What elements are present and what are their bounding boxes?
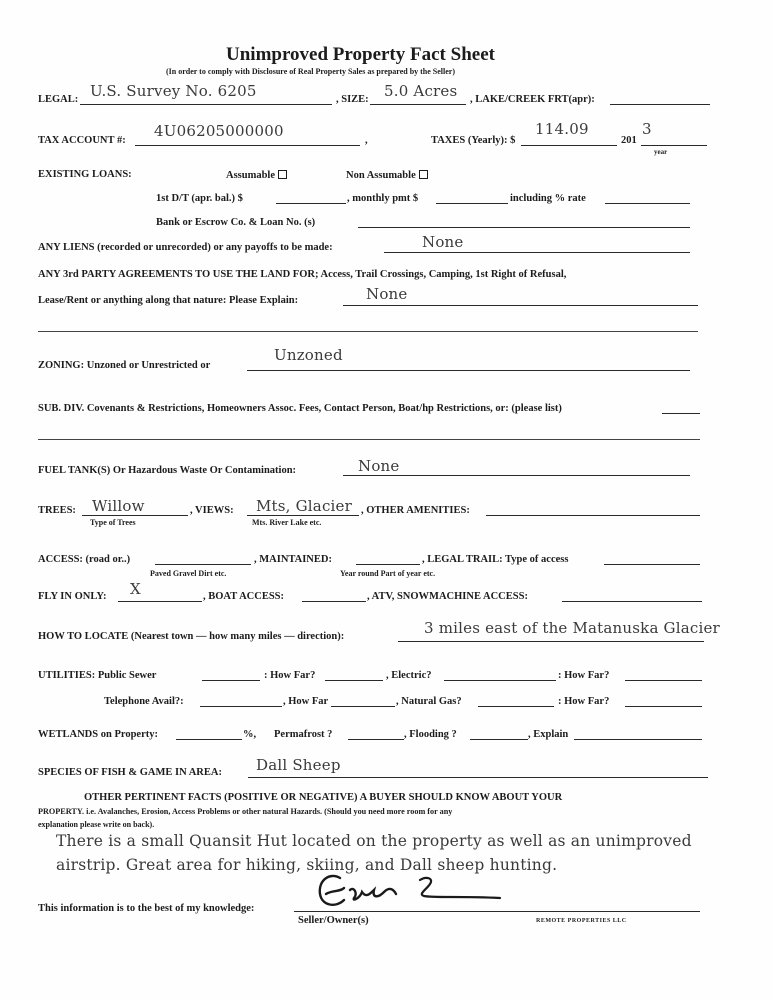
taxes-line [521,145,617,146]
first-dt-label: 1st D/T (apr. bal.) $ [156,193,243,204]
taxes-label: TAXES (Yearly): $ [431,135,516,146]
utilities-how-far-4-line [625,706,702,707]
pertinent-heading: OTHER PERTINENT FACTS (POSITIVE OR NEGATIVE) A BUYER SHOULD KNOW ABOUT YOUR [84,792,563,803]
rate-label: including % rate [510,193,586,204]
knowledge-label: This information is to the best of my knowledge: [38,903,255,914]
wetlands-pct: %, [243,729,257,740]
explain-label: , Explain [528,729,569,740]
legal-trail-line [604,564,700,565]
fuel-line [343,475,690,476]
lake-creek-line [610,104,710,105]
permafrost-line [348,739,404,740]
rate-line [605,203,690,204]
utilities-sewer-label: UTILITIES: Public Sewer [38,670,157,681]
agreements-line [343,305,698,306]
first-dt-line [276,203,346,204]
page-title: Unimproved Property Fact Sheet [226,44,495,65]
zoning-label: ZONING: Unzoned or Unrestricted or [38,360,211,371]
agreements-value[interactable]: None [366,285,408,303]
taxes-year-line [641,145,707,146]
liens-line [384,252,690,253]
maintained-caption: Year round Part of year etc. [340,569,436,578]
utilities-how-far-1: : How Far? [264,670,316,681]
signature-stroke [320,876,396,905]
atv-label: , ATV, SNOWMACHINE ACCESS: [367,591,528,602]
fly-in-label: FLY IN ONLY: [38,591,107,602]
views-label: , VIEWS: [190,505,234,516]
amenities-line [486,515,700,516]
trees-line [82,515,188,516]
utilities-gas-label: , Natural Gas? [396,696,462,707]
explain-line [574,739,702,740]
views-value[interactable]: Mts, Glacier [256,497,352,515]
taxes-year-value[interactable]: 3 [642,120,652,138]
utilities-how-far-1-line [325,680,383,681]
assumable-label: Assumable [226,170,276,181]
size-label: , SIZE: [336,94,369,105]
fuel-value[interactable]: None [358,457,400,475]
bank-label: Bank or Escrow Co. & Loan No. (s) [156,217,316,228]
agreements-line1: ANY 3rd PARTY AGREEMENTS TO USE THE LAND FOR; Access, Trail Crossings, Camping, 1st Right of Refusal, [38,269,567,280]
fly-in-value[interactable]: X [130,580,141,598]
assumable-checkbox[interactable] [278,170,287,179]
monthly-pmt-line [436,203,508,204]
fuel-label: FUEL TANK(S) Or Hazardous Waste Or Contamination: [38,465,297,476]
liens-label: ANY LIENS (recorded or unrecorded) or any payoffs to be made: [38,242,333,253]
zoning-line [247,370,690,371]
bank-line [358,227,690,228]
existing-loans-label: EXISTING LOANS: [38,169,132,180]
views-caption: Mts. River Lake etc. [252,518,322,527]
access-line [155,564,251,565]
boat-access-line [302,601,366,602]
taxes-year-prefix: 201 [621,135,637,146]
taxes-value[interactable]: 114.09 [535,120,589,138]
legal-trail-label: , LEGAL TRAIL: Type of access [422,554,569,565]
brand-label: REMOTE PROPERTIES LLC [536,918,627,924]
liens-value[interactable]: None [422,233,464,251]
locate-label: HOW TO LOCATE (Nearest town — how many miles — direction): [38,631,345,642]
lake-creek-label: , LAKE/CREEK FRT(apr): [470,94,595,105]
tax-account-value[interactable]: 4U06205000000 [154,122,284,140]
maintained-label: , MAINTAINED: [254,554,332,565]
non-assumable-label: Non Assumable [346,170,416,181]
utilities-how-far-4: : How Far? [558,696,610,707]
subdiv-label: SUB. DIV. Covenants & Restrictions, Homeowners Assoc. Fees, Contact Person, Boat/hp Restrictions, or: (please list) [38,403,562,414]
utilities-gas-line [478,706,554,707]
utilities-how-far-2-line [625,680,702,681]
pertinent-value-line1[interactable]: There is a small Quansit Hut located on the property as well as an unimproved [56,832,692,850]
utilities-telephone-line [200,706,282,707]
non-assumable-option[interactable] [346,170,428,182]
fly-in-line [118,601,202,602]
utilities-electric-line [444,680,556,681]
legal-line [80,104,332,105]
size-value[interactable]: 5.0 Acres [384,82,458,100]
atv-line [562,601,702,602]
utilities-telephone-label: Telephone Avail?: [104,696,184,707]
species-label: SPECIES OF FISH & GAME IN AREA: [38,767,222,778]
legal-label: LEGAL: [38,94,79,105]
zoning-value[interactable]: Unzoned [274,346,343,364]
taxes-year-caption: year [654,148,668,156]
maintained-line [356,564,420,565]
page-subtitle: (In order to comply with Disclosure of Real Property Sales as prepared by the Seller) [166,67,456,76]
tax-account-comma: , [365,135,368,146]
agreements-extra-line [38,331,698,332]
wetlands-line [176,739,242,740]
boat-access-label: , BOAT ACCESS: [203,591,285,602]
pertinent-line3: explanation please write on back). [38,820,155,829]
utilities-sewer-line [202,680,260,681]
trees-value[interactable]: Willow [92,497,145,515]
pertinent-line2: PROPERTY. i.e. Avalanches, Erosion, Access Problems or other natural Hazards. (Should you need more room for any [38,807,453,816]
utilities-how-far-3: , How Far [283,696,329,707]
subdiv-line [662,413,700,414]
flooding-line [470,739,528,740]
locate-value[interactable]: 3 miles east of the Matanuska Glacier [424,619,720,637]
flooding-label: , Flooding ? [404,729,457,740]
utilities-how-far-3-line [331,706,395,707]
permafrost-label: Permafrost ? [274,729,333,740]
views-line [247,515,359,516]
locate-line [398,641,704,642]
species-line [248,777,708,778]
size-line [370,104,466,105]
tax-account-label: TAX ACCOUNT #: [38,135,126,146]
access-caption: Paved Gravel Dirt etc. [150,569,227,578]
monthly-pmt-label: , monthly pmt $ [347,193,419,204]
tax-account-line [135,145,360,146]
trees-caption: Type of Trees [90,518,136,527]
trees-label: TREES: [38,505,76,516]
access-label: ACCESS: (road or..) [38,554,131,565]
utilities-electric-label: , Electric? [386,670,432,681]
species-value[interactable]: Dall Sheep [256,756,341,774]
seller-owner-label: Seller/Owner(s) [298,915,369,926]
non-assumable-checkbox[interactable] [419,170,428,179]
utilities-how-far-2: : How Far? [558,670,610,681]
amenities-label: , OTHER AMENITIES: [361,505,470,516]
wetlands-label: WETLANDS on Property: [38,729,158,740]
subdiv-extra-line [38,439,700,440]
assumable-option[interactable] [226,170,287,182]
pertinent-value-line2[interactable]: airstrip. Great area for hiking, skiing, and Dall sheep hunting. [56,856,558,874]
signature-image [300,868,510,918]
signature-flourish [420,878,500,898]
legal-value[interactable]: U.S. Survey No. 6205 [90,82,257,100]
agreements-line2: Lease/Rent or anything along that nature: Please Explain: [38,295,299,306]
